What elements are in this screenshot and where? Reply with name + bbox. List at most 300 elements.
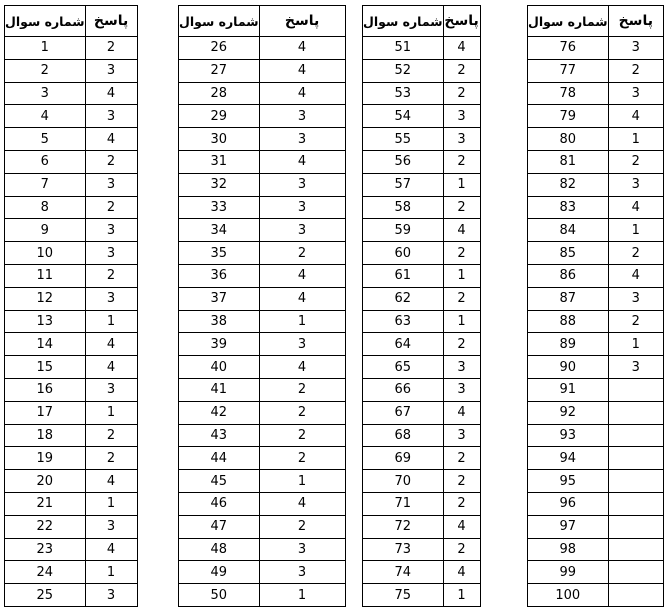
table-row: [5, 150, 138, 173]
question-number-cell: 76: [528, 37, 609, 60]
question-number-cell: 45: [179, 470, 260, 493]
question-number-cell: 68: [363, 424, 444, 447]
answer-cell: 2: [443, 333, 480, 356]
table-row: [363, 196, 481, 219]
question-number-cell: 32: [179, 173, 260, 196]
question-number-cell: 43: [179, 424, 260, 447]
answer-cell: 3: [608, 173, 663, 196]
question-number-cell: 28: [179, 82, 260, 105]
table-row: [528, 105, 664, 128]
answer-cell: 2: [443, 492, 480, 515]
answer-cell: 3: [85, 515, 137, 538]
table-row: [179, 196, 346, 219]
answer-cell: 3: [443, 356, 480, 379]
question-number-cell: 14: [5, 333, 86, 356]
table-row: [528, 378, 664, 401]
answer-cell: 4: [608, 105, 663, 128]
answer-cell: 1: [259, 470, 345, 493]
question-number-cell: 77: [528, 59, 609, 82]
answer-cell: 1: [608, 219, 663, 242]
table-row: [5, 310, 138, 333]
table-row: [363, 150, 481, 173]
question-number-cell: 84: [528, 219, 609, 242]
answer-cell: 3: [259, 196, 345, 219]
answer-cell: 1: [85, 401, 137, 424]
answer-cell: 2: [608, 242, 663, 265]
question-number-cell: 37: [179, 287, 260, 310]
question-number-header: شماره سوال: [179, 6, 260, 37]
question-number-cell: 65: [363, 356, 444, 379]
answer-cell: 2: [443, 470, 480, 493]
table-row: [528, 424, 664, 447]
question-number-cell: 75: [363, 584, 444, 607]
question-number-cell: 54: [363, 105, 444, 128]
table-row: [528, 196, 664, 219]
question-number-header: شماره سوال: [5, 6, 86, 37]
table-row: [363, 37, 481, 60]
table-row: [363, 219, 481, 242]
question-number-cell: 78: [528, 82, 609, 105]
answer-table-4: [527, 5, 664, 607]
answer-cell: 4: [85, 128, 137, 151]
question-number-cell: 48: [179, 538, 260, 561]
question-number-cell: 42: [179, 401, 260, 424]
table-row: [528, 37, 664, 60]
answer-cell: 3: [259, 333, 345, 356]
question-number-cell: 71: [363, 492, 444, 515]
question-number-cell: 64: [363, 333, 444, 356]
answer-cell: 1: [85, 310, 137, 333]
table-row: [5, 287, 138, 310]
answer-cell: 4: [259, 59, 345, 82]
table-row: [179, 515, 346, 538]
answer-cell: 4: [85, 356, 137, 379]
answer-cell: 2: [85, 447, 137, 470]
question-number-cell: 4: [5, 105, 86, 128]
question-number-cell: 40: [179, 356, 260, 379]
question-number-cell: 94: [528, 447, 609, 470]
table-row: [528, 128, 664, 151]
question-number-cell: 39: [179, 333, 260, 356]
answer-cell: 4: [85, 333, 137, 356]
question-number-cell: 86: [528, 264, 609, 287]
table-row: [363, 538, 481, 561]
table-row: [528, 538, 664, 561]
question-number-cell: 66: [363, 378, 444, 401]
question-number-cell: 15: [5, 356, 86, 379]
table-row: [528, 401, 664, 424]
question-number-cell: 91: [528, 378, 609, 401]
table-row: [528, 356, 664, 379]
answer-cell: 3: [608, 356, 663, 379]
answer-cell: 4: [259, 264, 345, 287]
table-row: [363, 59, 481, 82]
question-number-cell: 92: [528, 401, 609, 424]
table-row: [179, 287, 346, 310]
table-row: [179, 105, 346, 128]
question-number-cell: 70: [363, 470, 444, 493]
question-number-cell: 12: [5, 287, 86, 310]
table-row: [528, 584, 664, 607]
answer-cell: 2: [443, 447, 480, 470]
table-row: [179, 242, 346, 265]
answer-cell: 2: [443, 150, 480, 173]
question-number-cell: 83: [528, 196, 609, 219]
answer-cell: 4: [85, 82, 137, 105]
table-row: [528, 219, 664, 242]
table-row: [179, 538, 346, 561]
table-row: [528, 561, 664, 584]
table-row: [5, 37, 138, 60]
question-number-cell: 24: [5, 561, 86, 584]
answer-cell: 1: [259, 584, 345, 607]
answer-cell: 3: [259, 128, 345, 151]
question-number-cell: 25: [5, 584, 86, 607]
answer-cell: 4: [85, 538, 137, 561]
answer-cell: 3: [259, 219, 345, 242]
question-number-cell: 30: [179, 128, 260, 151]
question-number-cell: 55: [363, 128, 444, 151]
answer-cell: 1: [443, 584, 480, 607]
header-row: [528, 6, 664, 37]
question-number-header: شماره سوال: [528, 6, 609, 37]
answer-cell: 4: [259, 287, 345, 310]
table-row: [528, 492, 664, 515]
question-number-cell: 29: [179, 105, 260, 128]
answer-cell: 3: [608, 287, 663, 310]
answer-cell: 1: [85, 561, 137, 584]
question-number-cell: 7: [5, 173, 86, 196]
answer-cell: [608, 447, 663, 470]
table-row: [179, 310, 346, 333]
answer-table-2: [178, 5, 346, 607]
answer-cell: [608, 424, 663, 447]
question-number-cell: 51: [363, 37, 444, 60]
question-number-cell: 35: [179, 242, 260, 265]
table-row: [179, 264, 346, 287]
answer-cell: 4: [259, 82, 345, 105]
question-number-cell: 81: [528, 150, 609, 173]
question-number-cell: 93: [528, 424, 609, 447]
question-number-cell: 10: [5, 242, 86, 265]
table-row: [363, 515, 481, 538]
answer-cell: 2: [259, 515, 345, 538]
table-row: [528, 310, 664, 333]
table-row: [179, 470, 346, 493]
question-number-cell: 1: [5, 37, 86, 60]
answer-header: پاسخ: [608, 6, 663, 37]
table-row: [179, 173, 346, 196]
answer-cell: 2: [259, 378, 345, 401]
table-row: [363, 310, 481, 333]
answer-cell: 3: [85, 584, 137, 607]
header-row: [363, 6, 481, 37]
answer-cell: 4: [259, 356, 345, 379]
table-row: [5, 424, 138, 447]
question-number-cell: 90: [528, 356, 609, 379]
table-row: [179, 128, 346, 151]
question-number-cell: 95: [528, 470, 609, 493]
question-number-cell: 80: [528, 128, 609, 151]
question-number-cell: 20: [5, 470, 86, 493]
question-number-cell: 9: [5, 219, 86, 242]
header-row: [5, 6, 138, 37]
table-row: [179, 424, 346, 447]
answer-table-1: [4, 5, 138, 607]
answer-cell: 3: [443, 424, 480, 447]
answer-header: پاسخ: [443, 6, 480, 37]
table-row: [179, 378, 346, 401]
table-row: [5, 196, 138, 219]
question-number-cell: 57: [363, 173, 444, 196]
answer-cell: 1: [443, 310, 480, 333]
table-row: [363, 264, 481, 287]
table-row: [5, 538, 138, 561]
question-number-cell: 17: [5, 401, 86, 424]
answer-cell: 1: [608, 333, 663, 356]
question-number-cell: 5: [5, 128, 86, 151]
table-row: [528, 173, 664, 196]
question-number-cell: 74: [363, 561, 444, 584]
table-row: [528, 59, 664, 82]
answer-cell: [608, 470, 663, 493]
question-number-cell: 16: [5, 378, 86, 401]
question-number-cell: 41: [179, 378, 260, 401]
answer-cell: 2: [608, 59, 663, 82]
question-number-cell: 72: [363, 515, 444, 538]
answer-cell: 4: [443, 515, 480, 538]
question-number-cell: 21: [5, 492, 86, 515]
table-row: [5, 173, 138, 196]
answer-cell: [608, 492, 663, 515]
table-row: [528, 242, 664, 265]
table-row: [5, 378, 138, 401]
table-row: [5, 264, 138, 287]
question-number-cell: 38: [179, 310, 260, 333]
answer-cell: 4: [85, 470, 137, 493]
question-number-cell: 79: [528, 105, 609, 128]
answer-cell: 4: [259, 150, 345, 173]
answer-cell: 1: [85, 492, 137, 515]
answer-cell: 2: [85, 196, 137, 219]
answer-cell: 2: [608, 310, 663, 333]
question-number-cell: 73: [363, 538, 444, 561]
question-number-cell: 53: [363, 82, 444, 105]
question-number-cell: 46: [179, 492, 260, 515]
question-number-cell: 87: [528, 287, 609, 310]
table-row: [528, 287, 664, 310]
answer-cell: [608, 401, 663, 424]
table-row: [5, 356, 138, 379]
answer-cell: 1: [608, 128, 663, 151]
table-row: [363, 447, 481, 470]
question-number-cell: 36: [179, 264, 260, 287]
question-number-cell: 99: [528, 561, 609, 584]
table-row: [5, 128, 138, 151]
question-number-cell: 27: [179, 59, 260, 82]
table-row: [363, 242, 481, 265]
table-row: [5, 219, 138, 242]
question-number-cell: 44: [179, 447, 260, 470]
answer-cell: 3: [443, 378, 480, 401]
question-number-cell: 56: [363, 150, 444, 173]
table-row: [363, 584, 481, 607]
answer-cell: 2: [608, 150, 663, 173]
answer-cell: [608, 378, 663, 401]
answer-cell: 2: [85, 150, 137, 173]
table-row: [179, 82, 346, 105]
answer-cell: 2: [259, 401, 345, 424]
question-number-cell: 97: [528, 515, 609, 538]
answer-cell: 3: [443, 128, 480, 151]
table-row: [5, 401, 138, 424]
answer-cell: 4: [608, 264, 663, 287]
table-row: [5, 242, 138, 265]
table-row: [363, 401, 481, 424]
answer-cell: 2: [443, 287, 480, 310]
table-row: [5, 333, 138, 356]
table-row: [179, 401, 346, 424]
question-number-cell: 89: [528, 333, 609, 356]
table-row: [528, 515, 664, 538]
question-number-cell: 23: [5, 538, 86, 561]
answer-cell: 2: [443, 538, 480, 561]
answer-cell: 3: [85, 219, 137, 242]
table-row: [363, 333, 481, 356]
answer-cell: 3: [608, 37, 663, 60]
answer-cell: 3: [259, 538, 345, 561]
question-number-cell: 34: [179, 219, 260, 242]
question-number-cell: 33: [179, 196, 260, 219]
answer-cell: 3: [85, 378, 137, 401]
answer-cell: 2: [259, 242, 345, 265]
question-number-cell: 31: [179, 150, 260, 173]
question-number-cell: 62: [363, 287, 444, 310]
answer-cell: 1: [259, 310, 345, 333]
answer-cell: 4: [608, 196, 663, 219]
table-row: [363, 105, 481, 128]
table-row: [363, 492, 481, 515]
question-number-cell: 63: [363, 310, 444, 333]
question-number-cell: 49: [179, 561, 260, 584]
answer-cell: 4: [443, 561, 480, 584]
answer-cell: 4: [443, 401, 480, 424]
answer-cell: 2: [443, 59, 480, 82]
table-row: [179, 37, 346, 60]
question-number-cell: 82: [528, 173, 609, 196]
question-number-cell: 58: [363, 196, 444, 219]
table-row: [5, 515, 138, 538]
answer-cell: 3: [85, 242, 137, 265]
question-number-cell: 50: [179, 584, 260, 607]
answer-cell: 1: [443, 173, 480, 196]
table-row: [528, 470, 664, 493]
answer-cell: 2: [85, 37, 137, 60]
table-row: [528, 333, 664, 356]
question-number-cell: 2: [5, 59, 86, 82]
table-row: [179, 219, 346, 242]
question-number-cell: 98: [528, 538, 609, 561]
answer-header: پاسخ: [85, 6, 137, 37]
table-row: [179, 59, 346, 82]
table-row: [179, 561, 346, 584]
table-row: [363, 173, 481, 196]
answer-cell: 2: [443, 242, 480, 265]
question-number-cell: 8: [5, 196, 86, 219]
table-row: [179, 447, 346, 470]
table-row: [363, 82, 481, 105]
question-number-cell: 3: [5, 82, 86, 105]
table-row: [363, 561, 481, 584]
table-row: [5, 470, 138, 493]
answer-cell: 3: [85, 59, 137, 82]
question-number-cell: 18: [5, 424, 86, 447]
table-row: [363, 424, 481, 447]
question-number-cell: 6: [5, 150, 86, 173]
answer-cell: 3: [85, 173, 137, 196]
question-number-cell: 96: [528, 492, 609, 515]
table-row: [363, 287, 481, 310]
answer-cell: 2: [443, 196, 480, 219]
table-row: [5, 82, 138, 105]
question-number-cell: 52: [363, 59, 444, 82]
question-number-cell: 88: [528, 310, 609, 333]
answer-cell: 2: [85, 424, 137, 447]
answer-cell: 4: [443, 219, 480, 242]
table-row: [179, 333, 346, 356]
answer-cell: 4: [443, 37, 480, 60]
question-number-cell: 59: [363, 219, 444, 242]
table-row: [363, 378, 481, 401]
answer-header: پاسخ: [259, 6, 345, 37]
answer-cell: 3: [259, 173, 345, 196]
question-number-cell: 11: [5, 264, 86, 287]
table-row: [5, 561, 138, 584]
answer-cell: 2: [259, 447, 345, 470]
answer-cell: [608, 538, 663, 561]
answer-cell: 1: [443, 264, 480, 287]
table-row: [363, 356, 481, 379]
header-row: [179, 6, 346, 37]
question-number-cell: 13: [5, 310, 86, 333]
question-number-cell: 47: [179, 515, 260, 538]
table-row: [363, 128, 481, 151]
answer-cell: [608, 584, 663, 607]
answer-cell: 3: [259, 105, 345, 128]
table-row: [5, 584, 138, 607]
table-row: [179, 492, 346, 515]
table-row: [528, 447, 664, 470]
question-number-cell: 61: [363, 264, 444, 287]
question-number-cell: 69: [363, 447, 444, 470]
table-row: [5, 105, 138, 128]
question-number-header: شماره سوال: [363, 6, 444, 37]
table-row: [363, 470, 481, 493]
table-row: [5, 447, 138, 470]
question-number-cell: 19: [5, 447, 86, 470]
table-row: [528, 150, 664, 173]
question-number-cell: 22: [5, 515, 86, 538]
answer-cell: 2: [443, 82, 480, 105]
answer-cell: 3: [259, 561, 345, 584]
answer-cell: 3: [443, 105, 480, 128]
table-row: [5, 492, 138, 515]
answer-cell: 3: [85, 105, 137, 128]
table-row: [179, 584, 346, 607]
question-number-cell: 60: [363, 242, 444, 265]
answer-table-3: [362, 5, 481, 607]
table-row: [5, 59, 138, 82]
